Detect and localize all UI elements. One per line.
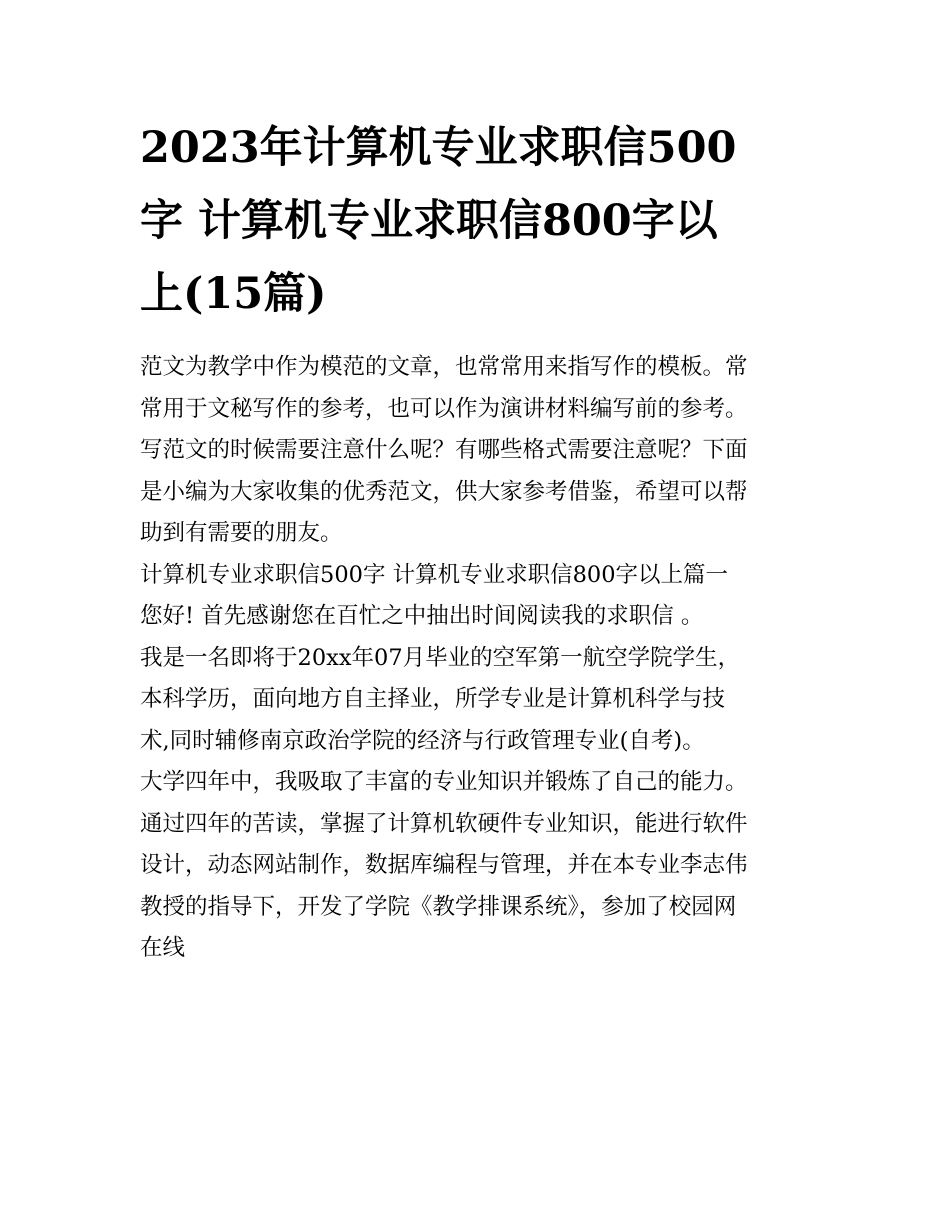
intro-line: 常用于文秘写作的参考，也可以作为演讲材料编写前的参考。: [140, 395, 748, 422]
document-body: [140, 347, 812, 970]
intro-line: 助到有需要的朋友。: [140, 520, 343, 546]
intro-line: 写范文的时候需要注意什么呢？有哪些格式需要注意呢？下面: [140, 437, 748, 463]
title-line: 字 计算机专业求职信800字以: [140, 196, 718, 246]
paragraph-line: 术,同时辅修南京政治学院的经济与行政管理专业(自考)。: [140, 727, 705, 754]
greeting-line: 您好! 首先感谢您在百忙之中抽出时间阅读我的求职信 。: [140, 603, 704, 629]
paragraph-line: 教授的指导下，开发了学院《教学排课系统》，参加了校园网: [140, 893, 737, 920]
intro-line: 范文为教学中作为模范的文章，也常常用来指写作的模板。常: [140, 354, 748, 380]
title-line: 2023年计算机专业求职信500: [140, 123, 737, 173]
intro-line: 是小编为大家收集的优秀范文，供大家参考借鉴，希望可以帮: [140, 478, 748, 505]
paragraph-line: 通过四年的苦读，掌握了计算机软硬件专业知识，能进行软件: [140, 810, 748, 837]
document-content: [140, 112, 812, 970]
paragraph-line: 大学四年中，我吸取了丰富的专业知识并锻炼了自己的能力。: [140, 769, 748, 795]
document-title: [140, 112, 812, 331]
paragraph-line: 设计，动态网站制作，数据库编程与管理，并在本专业李志伟: [140, 852, 748, 878]
paragraph-line: 我是一名即将于20xx年07月毕业的空军第一航空学院学生，: [140, 644, 741, 671]
paragraph-line: 本科学历，面向地方自主择业，所学专业是计算机科学与技: [140, 686, 726, 712]
title-line: 上(15篇): [140, 269, 327, 319]
paragraph-line: 在线: [140, 935, 186, 961]
section-heading: 计算机专业求职信500字 计算机专业求职信800字以上篇一: [140, 561, 729, 588]
